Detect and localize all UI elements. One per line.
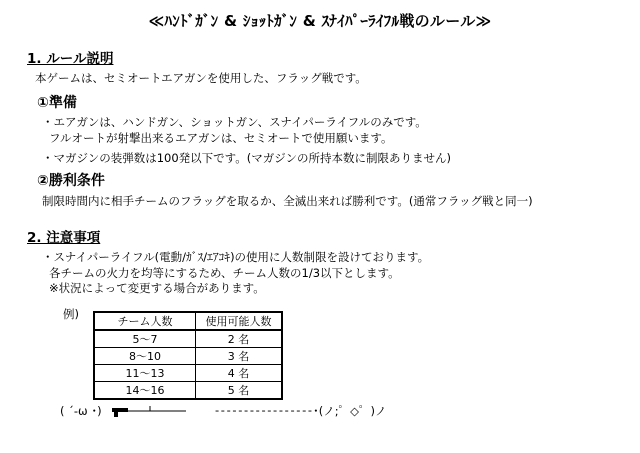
team-size-cell: 5〜7 <box>94 330 196 348</box>
example-label: 例) <box>63 307 79 321</box>
team-size-cell: 11〜13 <box>94 365 196 382</box>
footer-left-face: ( ´-ω ･) <box>60 404 102 418</box>
preparation-line-2: フルオートが射撃出来るエアガンは、セミオートで使用願います。 <box>49 131 393 145</box>
footer-right-face: ･(ノ;゜◇゜)ノ <box>313 404 387 418</box>
column-header-team-size: チーム人数 <box>94 312 196 330</box>
subsection-victory-heading: ②勝利条件 <box>37 173 105 189</box>
section-2-heading: 2. 注意事項 <box>27 230 101 246</box>
handgun-icon <box>110 404 188 418</box>
allowed-count-cell: 3 名 <box>196 348 283 365</box>
table-row <box>94 382 282 400</box>
section-1-intro: 本ゲームは、セミオートエアガンを使用した、フラッグ戦です。 <box>35 71 367 85</box>
allowed-count-cell: 2 名 <box>196 330 283 348</box>
table-row <box>94 348 282 365</box>
preparation-line-3: ・マガジンの装弾数は100発以下です。(マガジンの所持本数に制限ありません) <box>42 151 451 165</box>
notice-line-3: ※状況によって変更する場合があります。 <box>49 281 265 295</box>
subsection-preparation-heading: ①準備 <box>37 95 77 111</box>
allowed-count-cell: 4 名 <box>196 365 283 382</box>
table-row <box>94 330 282 348</box>
section-1-heading: 1. ルール説明 <box>27 51 114 67</box>
table-header-row <box>94 312 282 330</box>
allowed-count-cell: 5 名 <box>196 382 283 400</box>
column-header-allowed-count: 使用可能人数 <box>196 312 283 330</box>
preparation-line-1: ・エアガンは、ハンドガン、ショットガン、スナイパーライフルのみです。 <box>42 115 427 129</box>
team-size-cell: 14〜16 <box>94 382 196 400</box>
team-size-cell: 8〜10 <box>94 348 196 365</box>
notice-line-2: 各チームの火力を均等にするため、チーム人数の1/3以下とします。 <box>49 266 400 280</box>
notice-line-1: ・スナイパーライフル(電動/ｶﾞｽ/ｴｱｺｷ)の使用に人数制限を設けております。 <box>42 250 430 264</box>
victory-conditions-text: 制限時間内に相手チームのフラッグを取るか、全滅出来れば勝利です。(通常フラッグ戦と同一) <box>42 194 533 208</box>
table-row <box>94 365 282 382</box>
sniper-limit-table <box>93 311 283 400</box>
footer-dashed-line: - - - - - - - - - - - - - - - - - <box>215 403 312 417</box>
page-title: ≪ﾊﾝﾄﾞｶﾞﾝ & ｼｮｯﾄｶﾞﾝ & ｽﾅｲﾊﾟｰﾗｲﾌﾙ戦のルール≫ <box>148 12 492 30</box>
